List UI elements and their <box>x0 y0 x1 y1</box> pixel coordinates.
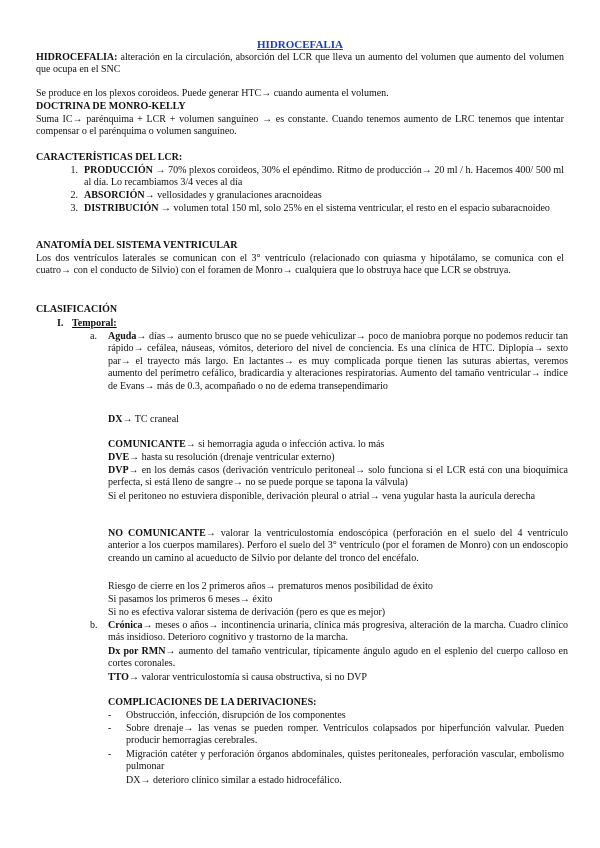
list-number: 3. <box>70 203 78 214</box>
clasificacion-heading: CLASIFICACIÓN <box>36 304 118 315</box>
dx-label: DX→ <box>108 414 133 425</box>
no-comunicante-label: NO COMUNICANTE→ <box>108 528 216 539</box>
monro-paragraph: Suma IC→ parénquima + LCR + volumen sanguíneo → es constante. Cuando tenemos aumento de LRC tenemos que intentar compensar o el parénquima o volumen sanguíneo. <box>36 114 564 138</box>
tto-line <box>108 672 568 684</box>
rmn-paragraph <box>108 646 568 671</box>
aguda-letter: a. <box>90 331 97 342</box>
dvp-text: en los demás casos (derivación ventrículo peritoneal→ solo funciona si el LCR está con una bioquímica perfecta, si está lleno de sangre→ no se puede porque se tapona la válvula) <box>108 465 568 489</box>
peritoneo-line: Si el peritoneo no estuviera disponible, derivación pleural o atrial→ vena yugular hasta la aurícula derecha <box>108 491 536 502</box>
no-comunicante-paragraph <box>108 528 568 565</box>
list-item <box>84 190 564 202</box>
list-item-label: DISTRIBUCIÓN <box>84 203 159 214</box>
temporal-label: Temporal: <box>72 318 117 329</box>
complicaciones-dx-line: DX→ deterioro clínico similar a estado hidrocefálico. <box>126 775 342 786</box>
anatomia-heading: ANATOMÍA DEL SISTEMA VENTRICULAR <box>36 240 238 251</box>
list-item-text: → volumen total 150 ml, solo 25% en el sistema ventricular, el resto en el espacio subaracnoideo <box>158 203 550 214</box>
comunicante-label: COMUNICANTE→ <box>108 439 196 450</box>
list-item: Migración catéter y perforación órganos abdominales, quistes peritoneales, perforación vascular, embolismo pulmonar <box>126 749 564 773</box>
dve-label: DVE→ <box>108 452 140 463</box>
list-item <box>84 165 564 190</box>
comunicante-line <box>108 439 568 451</box>
aguda-paragraph <box>108 331 568 393</box>
list-item-label: ABSORCIÓN <box>84 190 145 201</box>
tto-label: TTO <box>108 672 129 683</box>
page-title: HIDROCEFALIA <box>257 39 343 51</box>
dve-text: hasta su resolución (drenaje ventricular externo) <box>139 452 335 463</box>
cronica-text: → meses o años→ incontinencia urinaria, clínica más progresiva, alteración de la marcha. Cuadro clínico más insidioso. Deterioro cognitivo y trastorno de la marcha. <box>108 620 568 644</box>
intro-text: alteración en la circulación, absorción del LCR que lleva un aumento del volumen que aumento del volumen que ocupa en el SNC <box>36 52 564 76</box>
no-comunicante-text: valorar la ventriculostomía endoscópica (perforación en el suelo del 4 ventrículo anterior a los cuerpos mamilares). Perforo el suelo del 3° ventrículo (por el foramen de Monro) con un endoscopio creando un camino al acueducto de Silvio por delante del tronco del encéfalo. <box>108 528 568 564</box>
list-number: 1. <box>70 165 78 176</box>
no-efectiva-line: Si no es efectiva valorar sistema de derivación (pero es que es mejor) <box>108 607 386 618</box>
list-item-label: PRODUCCIÓN <box>84 165 153 176</box>
bullet-dash: - <box>108 749 112 760</box>
comunicante-text: si hemorragia aguda o infección activa. lo más <box>195 439 385 450</box>
dx-line <box>108 414 568 426</box>
list-item: Sobre drenaje→ las venas se pueden romper. Ventrículos colapsados por hiperfunción valvular. Pueden producir hemorragias cerebrales. <box>126 723 564 747</box>
list-item <box>84 203 564 215</box>
dx-text: TC craneal <box>132 414 179 425</box>
list-item-text: → 70% plexos coroideos, 30% el epéndimo. Ritmo de producción→ 20 ml / h. Hacemos 400/ 500 ml al día. Lo recambiamos 3/4 veces al día <box>84 165 564 189</box>
bullet-dash: - <box>108 710 112 721</box>
plexos-paragraph: Se produce en los plexos coroideos. Puede generar HTC→ cuando aumenta el volumen. <box>36 88 389 99</box>
rmn-label: Dx por RMN <box>108 646 166 657</box>
aguda-text: días→ aumento brusco que no se puede vehiculizar→ poco de maniobra porque no podemos reducir tan rápido→ cefálea, náuseas, vómitos, deterioro del nivel de conciencia. Es una clínica de HTC. Diplopía→ sexto par→ el trayecto más largo. En lactantes→ es muy complicada porque tienen las suturas abiertas, veremos aumento del perímetro cefálico, bradicardia y alteraciones respiratorias. Aumento del tamaño ventricular→ índice de Evans→ más de 0.3, acompañado o no de edema transependimario <box>108 331 568 392</box>
bullet-dash: - <box>108 723 112 734</box>
rmn-text: → aumento del tamaño ventricular, típicamente ángulo agudo en el esplenio del cuerpo calloso en cortes coronales. <box>108 646 568 670</box>
cronica-paragraph <box>108 620 568 645</box>
monro-heading: DOCTRINA DE MONRO-KELLY <box>36 101 186 112</box>
pasamos-line: Si pasamos los primeros 6 meses→ éxito <box>108 594 273 605</box>
dvp-label: DVP→ <box>108 465 139 476</box>
dve-line <box>108 452 568 464</box>
complicaciones-heading: COMPLICACIONES DE LA DERIVACIONES: <box>108 697 317 708</box>
dvp-line <box>108 465 568 490</box>
riesgo-line: Riesgo de cierre en los 2 primeros años→ prematuros menos posibilidad de éxito <box>108 581 433 592</box>
list-number: 2. <box>70 190 78 201</box>
list-item-text: → vellosidades y granulaciones aracnoideas <box>144 190 322 201</box>
intro-term: HIDROCEFALIA: <box>36 52 118 63</box>
anatomia-paragraph: Los dos ventrículos laterales se comunican con el 3° ventrículo (relacionado con quiasma y hipotálamo, se comunica con el cuatro→ con el conducto de Silvio) con el foramen de Monro→ cualquiera que lo obstruya hace que LCR se obstruya. <box>36 253 564 277</box>
list-item: Obstrucción, infección, disrupción de los componentes <box>126 710 346 721</box>
caract-heading: CARACTERÍSTICAS DEL LCR: <box>36 152 183 163</box>
cronica-label: Crónica <box>108 620 143 631</box>
tto-text: → valorar ventriculostomía si causa obstructiva, si no DVP <box>128 672 367 683</box>
intro-paragraph <box>36 52 564 77</box>
temporal-number: I. <box>57 318 64 329</box>
cronica-letter: b. <box>90 620 98 631</box>
aguda-label: Aguda→ <box>108 331 147 342</box>
